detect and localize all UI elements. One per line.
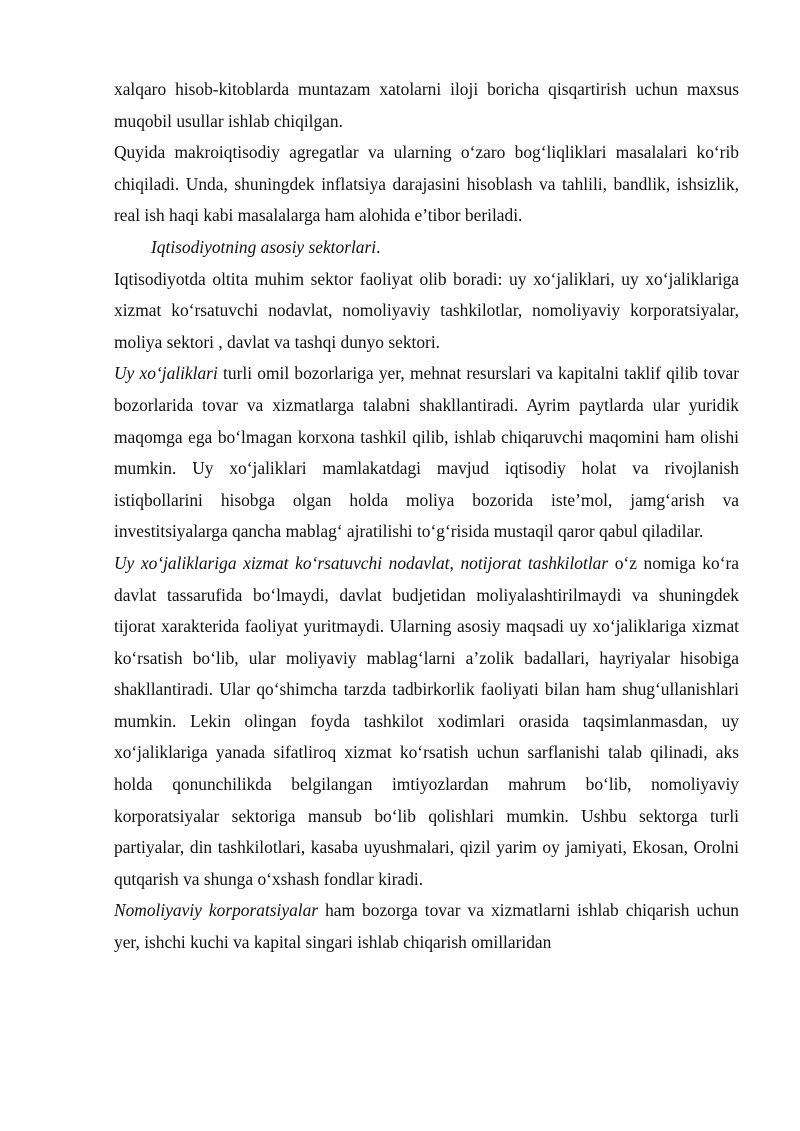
paragraph-households: [114, 358, 739, 548]
paragraph-intro-continuation: [114, 74, 739, 137]
section-heading-suffix: .: [376, 236, 381, 257]
section-heading: [114, 232, 739, 264]
paragraph-nonprofits: [114, 548, 739, 896]
paragraph-six-sectors: [114, 264, 739, 359]
term-households: Uy xo‘jaliklari: [114, 363, 218, 384]
section-heading-text: Iqtisodiyotning asosiy sektorlari: [151, 236, 377, 257]
term-nonfinancial-corporations: Nomoliyaviy korporatsiyalar: [114, 900, 319, 921]
paragraph-text: xalqaro hisob-kitoblarda muntazam xatolarni iloji boricha qisqartirish uchun maxsus muqobil usullar ishlab chiqilgan.: [114, 79, 739, 131]
paragraph-text: ham bozorga tovar va xizmatlarni ishlab chiqarish uchun yer, ishchi kuchi va kapital singari ishlab chiqarish omillaridan: [114, 900, 739, 953]
paragraph-macro-aggregates: [114, 137, 739, 232]
paragraph-text: Quyida makroiqtisodiy agregatlar va ularning o‘zaro bog‘liqliklari masalalari ko‘rib chiqiladi. Unda, shuningdek inflatsiya darajasini hisoblash va tahlili, bandlik, ishsizlik, real ish haqi kabi masalalarga ham alohida e’tibor beriladi.: [114, 142, 739, 226]
paragraph-nonfinancial-corporations: [114, 895, 739, 958]
document-page: [114, 74, 739, 959]
paragraph-text: o‘z nomiga ko‘ra davlat tassarufida bo‘lmaydi, davlat budjetidan moliyalashtirilmaydi va shuningdek tijorat xarakterida faoliyat yuritmaydi. Ularning asosiy maqsadi uy xo‘jaliklariga xizmat ko‘rsatish bo‘lib, ular moliyaviy mablag‘larni a’zolik badallari, hayriyalar hisobiga shakllantiradi. Ular qo‘shimcha tarzda tadbirkorlik faoliyati bilan ham shug‘ullanishlari mumkin. Lekin olingan foyda tashkilot xodimlari orasida taqsimlanmasdan, uy xo‘jaliklariga yanada sifatliroq xizmat ko‘rsatish uchun sarflanishi talab qilinadi, aks holda qonunchilikda belgilangan imtiyozlardan mahrum bo‘lib, nomoliyaviy korporatsiyalar sektoriga mansub bo‘lib qolishlari mumkin. Ushbu sektorga turli partiyalar, din tashkilotlari, kasaba uyushmalari, qizil yarim oy jamiyati, Ekosan, Orolni qutqarish va shunga o‘xshash fondlar kiradi.: [114, 552, 739, 889]
term-nonprofits: Uy xo‘jaliklariga xizmat ko‘rsatuvchi nodavlat, notijorat tashkilotlar: [114, 552, 609, 573]
paragraph-text: turli omil bozorlariga yer, mehnat resurslari va kapitalni taklif qilib tovar bozorlarida tovar va xizmatlarga talabni shakllantiradi. Ayrim paytlarda ular yuridik maqomga ega bo‘lmagan korxona tashkil qilib, ishlab chiqaruvchi maqomini ham olishi mumkin. Uy xo‘jaliklari mamlakatdagi mavjud iqtisodiy holat va rivojlanish istiqbollarini hisobga olgan holda moliya bozorida iste’mol, jamg‘arish va investitsiyalarga qancha mablag‘ ajratilishi to‘g‘risida mustaqil qaror qabul qiladilar.: [114, 363, 739, 542]
paragraph-text: Iqtisodiyotda oltita muhim sektor faoliyat olib boradi: uy xo‘jaliklari, uy xo‘jaliklariga xizmat ko‘rsatuvchi nodavlat, nomoliyaviy tashkilotlar, nomoliyaviy korporatsiyalar, moliya sektori , davlat va tashqi dunyo sektori.: [114, 268, 739, 352]
